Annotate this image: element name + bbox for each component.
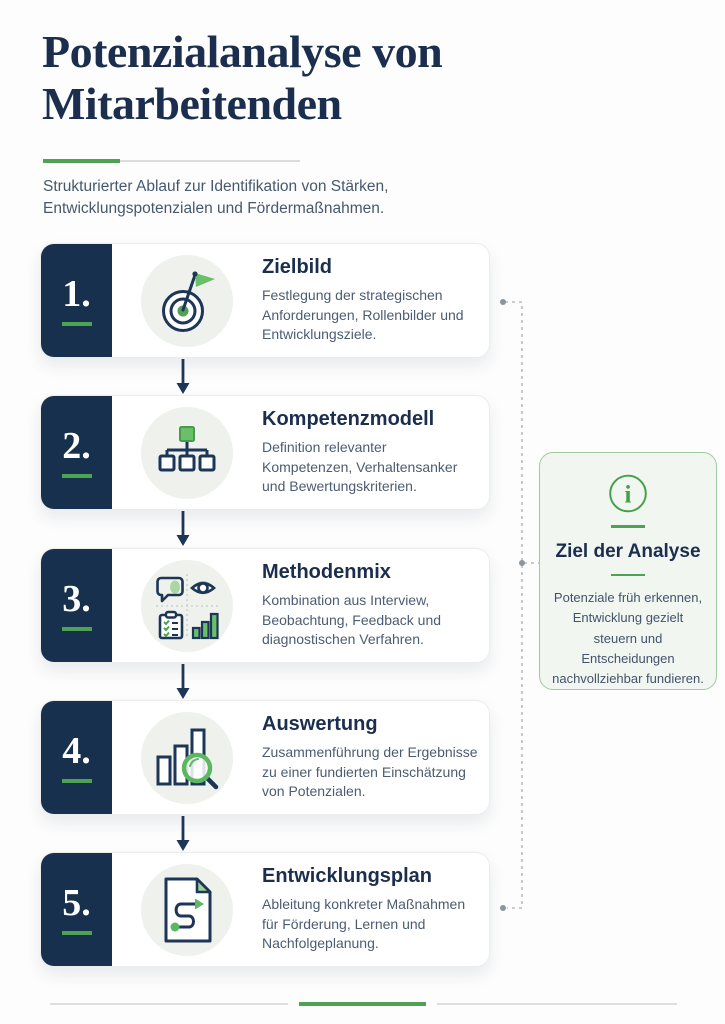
step-number-underline xyxy=(62,779,92,783)
step-description: Kombination aus Interview, Beobachtung, Feedback und diagnostischen Verfahren. xyxy=(262,591,442,648)
step-title: Auswertung xyxy=(262,712,378,735)
step-number-underline xyxy=(62,931,92,935)
step-description: Ableitung konkreter Maßnahmen für Förderung, Lernen und Nachfolgeplanung. xyxy=(262,895,466,952)
methods-grid-icon xyxy=(141,560,233,652)
step-number-underline xyxy=(62,627,92,631)
step-icon-area xyxy=(112,244,262,357)
step-title: Zielbild xyxy=(262,255,332,278)
step-text-area xyxy=(262,396,489,509)
step-description: Festlegung der strategischen Anforderungen, Rollenbilder und Entwicklungsziele. xyxy=(262,286,464,343)
step-title: Kompetenzmodell xyxy=(262,407,435,430)
step-number-underline xyxy=(62,474,92,478)
chart-magnifier-icon xyxy=(141,712,233,804)
step-text-area xyxy=(262,853,489,966)
step-description: Definition relevanter Kompetenzen, Verhaltensanker und Bewertungskriterien. xyxy=(262,438,458,495)
step-card-methodenmix xyxy=(40,548,490,663)
page-title-line2: Mitarbeitenden xyxy=(42,77,342,129)
step-number-block xyxy=(41,396,112,509)
step-card-kompetenzmodell xyxy=(40,395,490,510)
subtitle-line1: Strukturierter Ablauf zur Identifikation von Stärken, xyxy=(43,178,389,195)
goal-divider-top xyxy=(611,525,645,528)
goal-box-description: Potenziale früh erkennen, Entwicklung gezielt steuern und Entscheidungen nachvollziehbar fundieren. xyxy=(552,590,704,686)
step-text-area xyxy=(262,549,489,662)
flow-arrow-down-icon xyxy=(175,511,191,547)
target-flag-icon xyxy=(141,255,233,347)
step-card-auswertung xyxy=(40,700,490,815)
goal-box xyxy=(539,452,717,690)
page-title xyxy=(42,26,442,130)
flow-arrow-down-icon xyxy=(175,816,191,852)
step-title: Methodenmix xyxy=(262,560,391,583)
step-title: Entwicklungsplan xyxy=(262,864,433,887)
page-subtitle xyxy=(43,176,388,221)
step-number-block xyxy=(41,549,112,662)
title-divider xyxy=(43,160,300,162)
step-number-block xyxy=(41,701,112,814)
footer-divider-right xyxy=(437,1003,677,1005)
step-number: 5. xyxy=(62,882,91,924)
step-number: 3. xyxy=(62,578,91,620)
step-icon-area xyxy=(112,396,262,509)
flow-arrow-down-icon xyxy=(175,664,191,700)
title-divider-accent xyxy=(43,159,120,163)
step-icon-area xyxy=(112,549,262,662)
footer-divider-left xyxy=(50,1003,288,1005)
step-description: Zusammenführung der Ergebnisse zu einer fundierten Einschätzung von Potenzialen. xyxy=(262,743,478,800)
org-chart-icon xyxy=(141,407,233,499)
goal-divider-bottom xyxy=(611,574,645,577)
step-number: 2. xyxy=(62,425,91,467)
step-icon-area xyxy=(112,853,262,966)
subtitle-line2: Entwicklungspotenzialen und Fördermaßnahmen. xyxy=(43,200,385,218)
goal-box-title: Ziel der Analyse xyxy=(555,540,701,562)
page-title-line1: Potenzialanalyse von xyxy=(42,26,443,77)
step-number: 4. xyxy=(62,730,91,772)
footer-divider-accent xyxy=(299,1002,426,1006)
document-path-icon xyxy=(141,864,233,956)
step-number: 1. xyxy=(62,273,91,315)
step-text-area xyxy=(262,244,489,357)
step-number-block xyxy=(41,244,112,357)
step-number-block xyxy=(41,853,112,966)
step-card-entwicklungsplan xyxy=(40,852,490,967)
flow-arrow-down-icon xyxy=(175,359,191,395)
info-icon xyxy=(605,473,651,514)
svg-text:i: i xyxy=(624,481,632,509)
step-text-area xyxy=(262,701,489,814)
step-number-underline xyxy=(62,322,92,326)
step-icon-area xyxy=(112,701,262,814)
step-card-zielbild xyxy=(40,243,490,358)
